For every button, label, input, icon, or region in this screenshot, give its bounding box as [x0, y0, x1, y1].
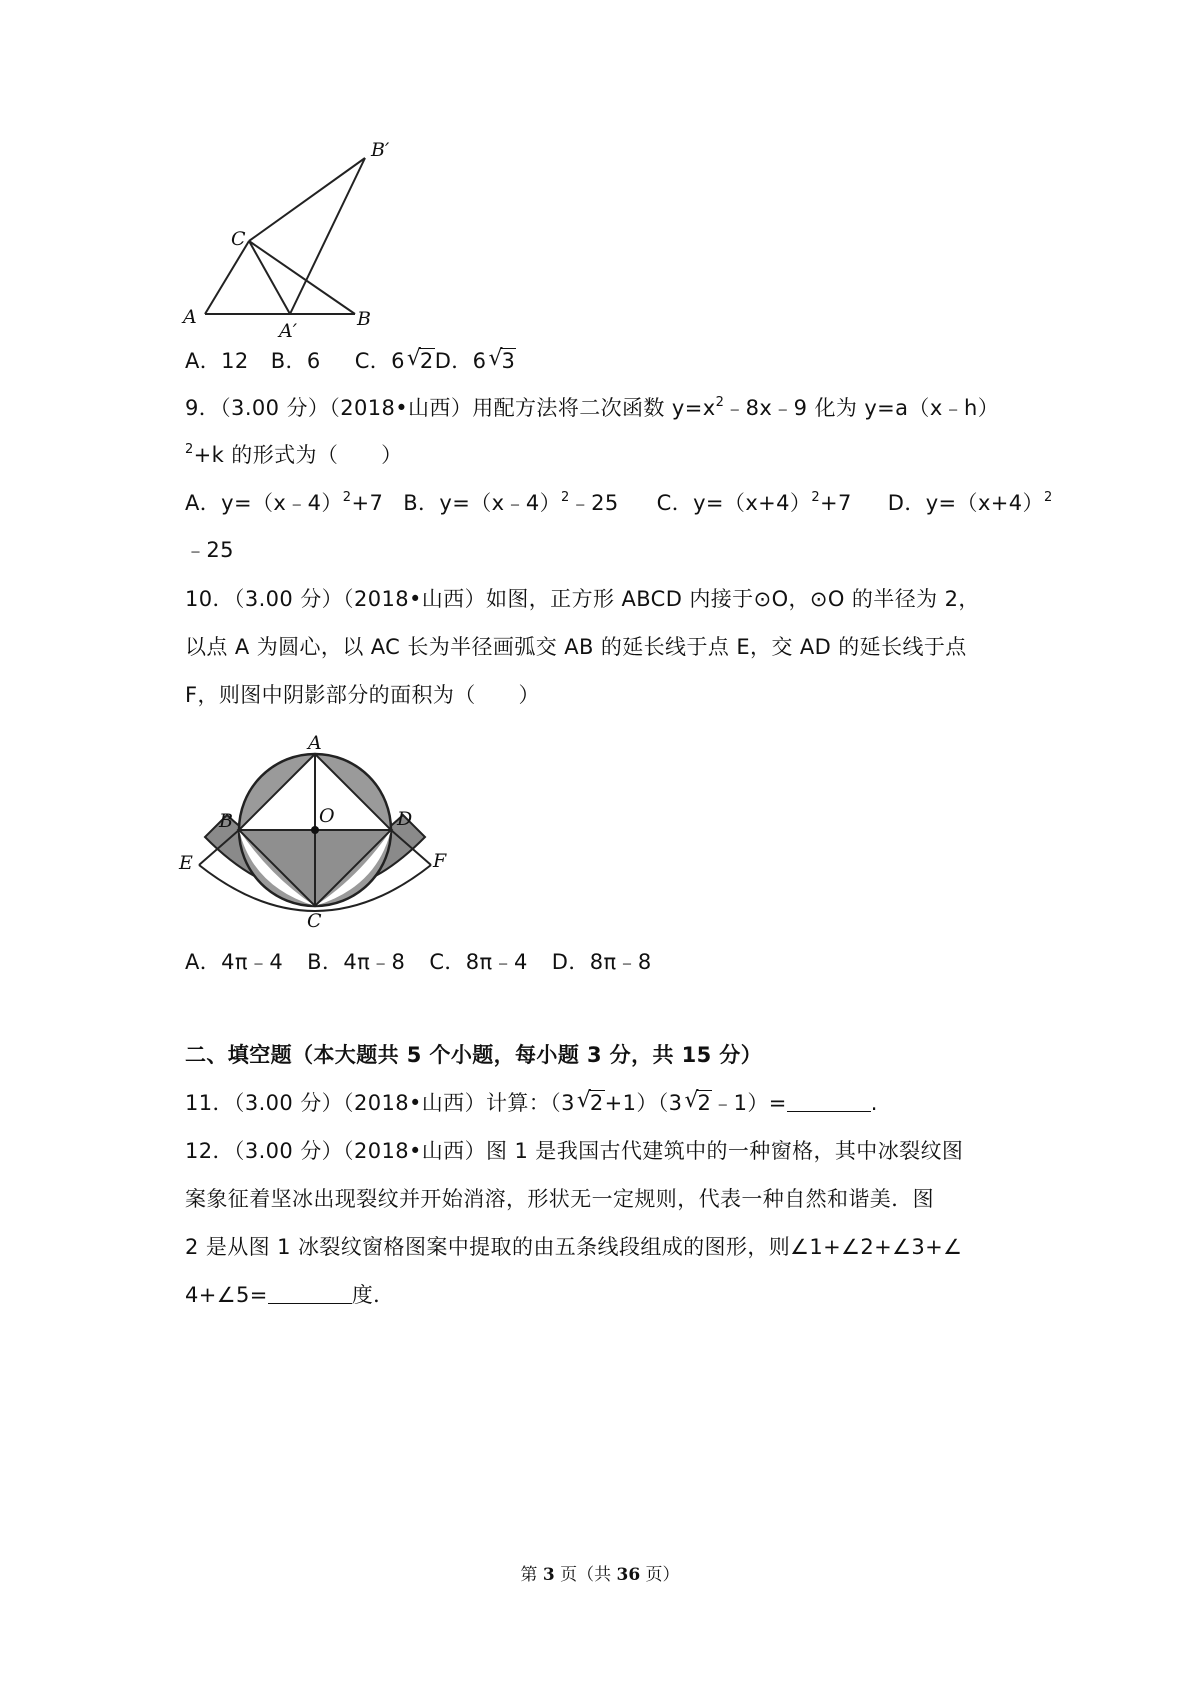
- label-C: C: [231, 228, 246, 250]
- q12-answer-blank: [268, 1285, 352, 1304]
- q9-line-1: [185, 393, 999, 423]
- q10-options: [185, 947, 652, 977]
- q11-answer-blank: [787, 1093, 871, 1112]
- q9-option-b-tail: ﹣25: [569, 491, 619, 515]
- q11-tail: ﹣1）=: [712, 1091, 787, 1115]
- q11-radical-2: √ 2: [684, 1088, 712, 1118]
- q8-option-d-label: D．: [434, 349, 473, 373]
- q11-line: [185, 1088, 878, 1118]
- q10-text-3: F，则图中阴影部分的面积为（ ）: [185, 683, 540, 707]
- q9-option-b: B．y=（x﹣4）: [403, 491, 562, 515]
- q12-text-4-prefix: 4+∠5=: [185, 1283, 268, 1307]
- label-C: C: [307, 910, 322, 932]
- q8-option-a-label: A．: [185, 349, 222, 373]
- q12-line-2: [185, 1184, 934, 1214]
- q10-option-d: D．8π﹣8: [551, 950, 652, 974]
- label-A: A: [308, 732, 322, 754]
- q9-option-d: D．y=（x+4）: [887, 491, 1044, 515]
- label-D: D: [397, 808, 413, 830]
- segment-CB-prime: [249, 158, 365, 241]
- q10-option-a: A．4π﹣4: [185, 950, 284, 974]
- q10-line-2: [185, 632, 967, 662]
- q9-exponent: 2: [715, 395, 725, 410]
- q9-line-2: [185, 440, 403, 470]
- segment-A-primeB-prime: [290, 158, 365, 314]
- q12-line-3: [185, 1232, 962, 1262]
- q9-option-c-exponent: 2: [811, 490, 820, 505]
- q12-line-1: [185, 1136, 963, 1166]
- q8-option-c-radical: √ 2: [407, 346, 435, 376]
- section-2-title: 二、填空题（本大题共 5 个小题，每小题 3 分，共 15 分）: [185, 1043, 763, 1067]
- q9-text-prefix: 9．（3.00 分）（2018•山西）用配方法将二次函数 y=x: [185, 396, 716, 420]
- q9-option-c: C．y=（x+4）: [656, 491, 812, 515]
- q10-text-2: 以点 A 为圆心，以 AC 长为半径画弧交 AB 的延长线于点 E，交 AD 的延长线于点: [185, 635, 967, 659]
- q11-mid: +1）（3: [604, 1091, 683, 1115]
- q8-triangle-figure: [175, 139, 415, 342]
- q8-option-c-coef: 6: [391, 349, 405, 373]
- segment-AC: [205, 241, 249, 314]
- q10-option-c: C．8π﹣4: [429, 950, 528, 974]
- footer-suffix: 页）: [640, 1565, 680, 1585]
- q11-radical-1: √ 2: [577, 1088, 605, 1118]
- label-A: A: [183, 306, 197, 328]
- q10-text-1: 10．（3.00 分）（2018•山西）如图，正方形 ABCD 内接于⊙O，⊙O 的半径为 2，: [185, 587, 980, 611]
- q8-options: [185, 346, 516, 376]
- q8-option-d-radical: √ 3: [488, 346, 516, 376]
- q8-option-a: 12: [221, 349, 249, 373]
- q9-options-wrap: [185, 535, 234, 565]
- label-B-prime: B′: [371, 139, 390, 161]
- q8-option-d-coef: 6: [472, 349, 487, 373]
- q10-circle-square-figure: [175, 727, 445, 937]
- label-E: E: [179, 852, 193, 874]
- label-O: O: [319, 805, 335, 827]
- q12-text-1: 12．（3.00 分）（2018•山西）图 1 是我国古代建筑中的一种窗格，其中冰裂纹图: [185, 1139, 964, 1163]
- q9-option-d-exponent: 2: [1043, 490, 1053, 505]
- q9-option-c-tail: +7: [819, 491, 852, 515]
- q9-option-a-tail: +7: [351, 491, 384, 515]
- q10-line-3: [185, 680, 540, 710]
- footer-total-pages: 36: [616, 1565, 641, 1585]
- q11-end: .: [870, 1091, 878, 1115]
- q9-option-d-tail: ﹣25: [185, 538, 234, 562]
- label-B: B: [357, 308, 371, 330]
- footer-middle: 页（共: [554, 1565, 617, 1585]
- q9-line2-exponent: 2: [185, 442, 194, 457]
- q9-line2-text: +k 的形式为（ ）: [193, 443, 403, 467]
- q8-option-b: 6: [306, 349, 321, 373]
- q10-option-b: B．4π﹣8: [307, 950, 406, 974]
- q8-option-c-label: C．: [354, 349, 392, 373]
- q9-options: [185, 488, 1053, 518]
- q12-line-4: [185, 1280, 395, 1310]
- q11-prefix: 11．（3.00 分）（2018•山西）计算：（3: [185, 1091, 575, 1115]
- q8-option-b-label: B．: [270, 349, 307, 373]
- label-F: F: [433, 850, 447, 872]
- section-2-heading: [185, 1040, 762, 1070]
- segment-CA-prime: [249, 241, 290, 314]
- q12-text-2: 案象征着坚冰出现裂纹并开始消溶，形状无一定规则，代表一种自然和谐美．图: [185, 1187, 934, 1211]
- label-A-prime: A′: [279, 320, 298, 342]
- q9-option-a-exponent: 2: [342, 490, 352, 505]
- footer-page-number: 3: [542, 1565, 555, 1585]
- center-point-O: [311, 826, 319, 834]
- q9-option-b-exponent: 2: [561, 490, 570, 505]
- q10-line-1: [185, 584, 980, 614]
- page-footer: [0, 1560, 1200, 1585]
- footer-prefix: 第: [520, 1565, 543, 1585]
- label-B: B: [219, 810, 233, 832]
- q9-option-a: A．y=（x﹣4）: [185, 491, 343, 515]
- q12-text-4-suffix: 度．: [351, 1283, 395, 1307]
- q9-text-suffix: ﹣8x﹣9 化为 y=a（x﹣h）: [724, 396, 1000, 420]
- segment-CB: [249, 241, 355, 314]
- q12-text-3: 2 是从图 1 冰裂纹窗格图案中提取的由五条线段组成的图形，则∠1+∠2+∠3+∠: [185, 1235, 963, 1259]
